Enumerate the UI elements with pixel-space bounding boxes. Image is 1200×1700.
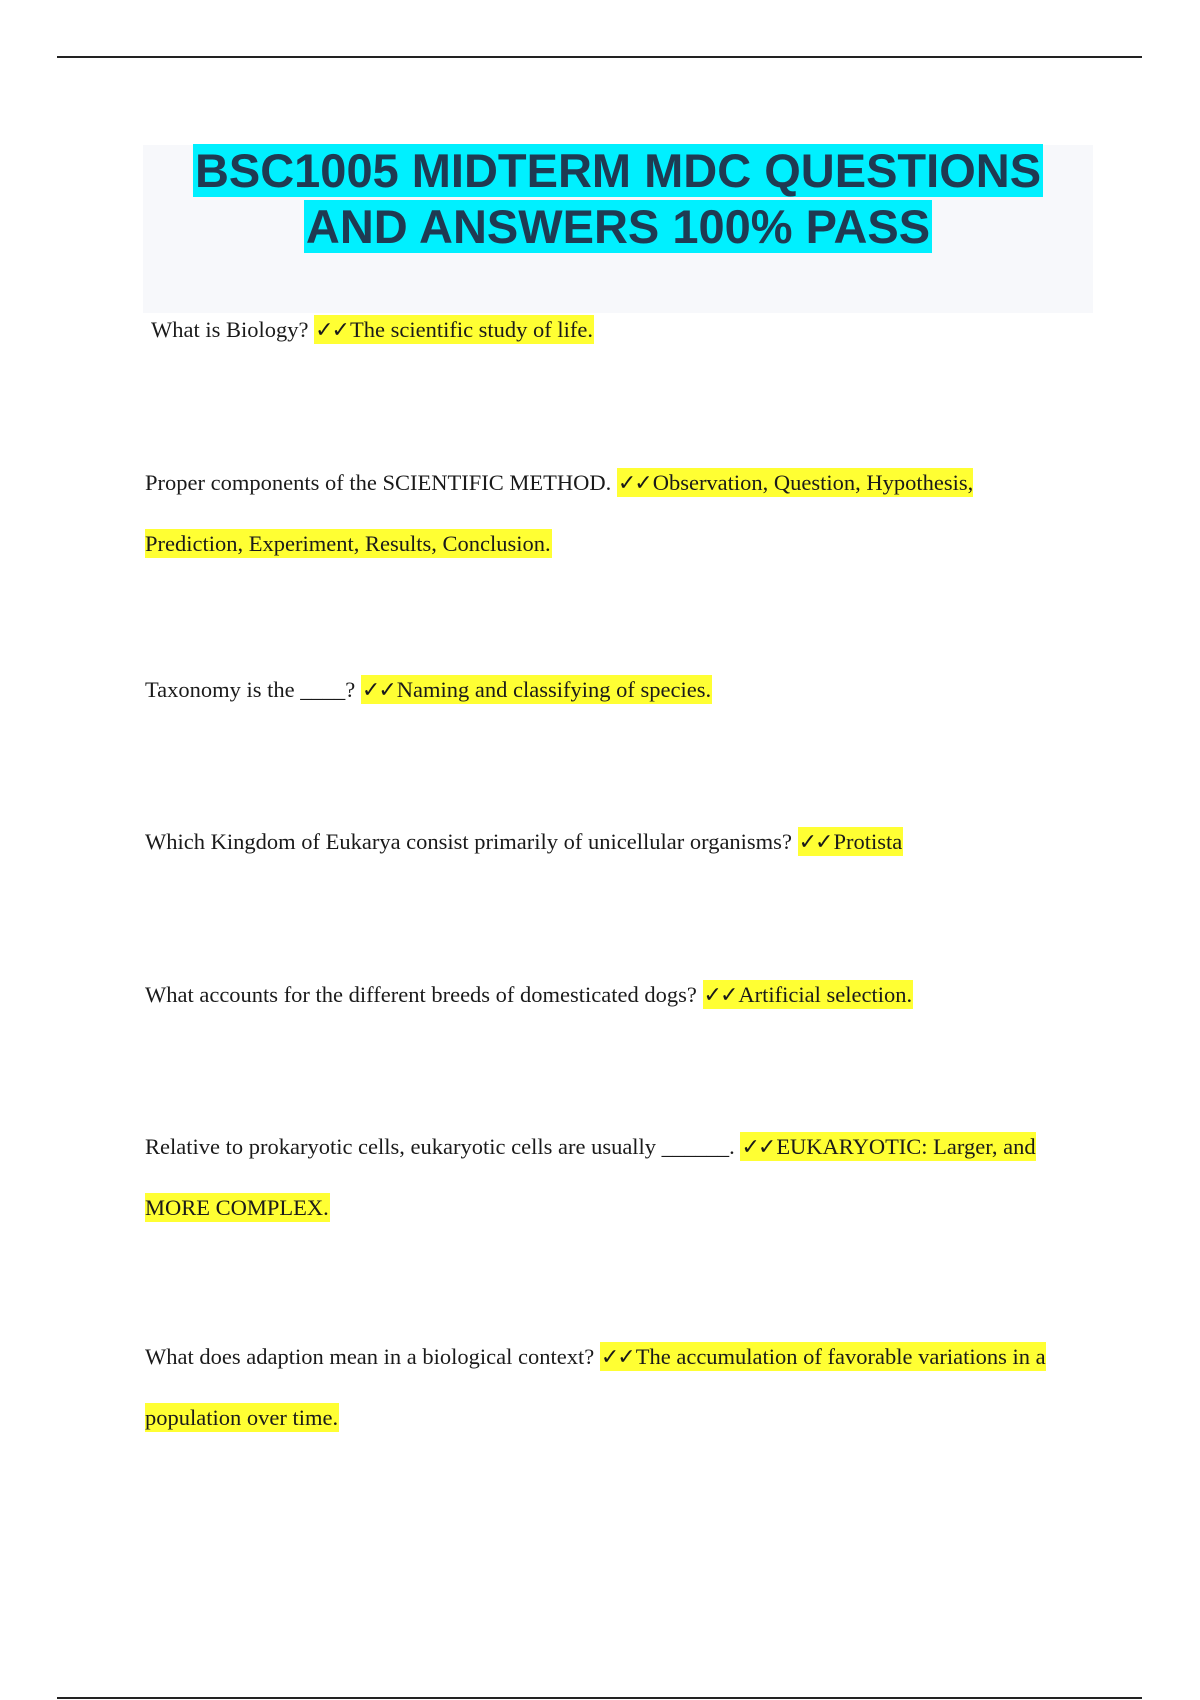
answer-value: The accumulation of favorable variations in a population over time. [145, 1344, 1046, 1430]
answer-text [703, 980, 914, 1009]
question-text: What accounts for the different breeds of domesticated dogs? [145, 982, 697, 1007]
qa-item [145, 965, 1075, 1026]
check-icon: ✓✓ [741, 1135, 775, 1160]
answer-value: The scientific study of life. [349, 317, 594, 342]
check-icon: ✓✓ [315, 318, 348, 343]
answer-value: EUKARYOTIC: Larger, and MORE COMPLEX. [145, 1134, 1036, 1220]
title-line-1: BSC1005 MIDTERM MDC QUESTIONS [194, 144, 1042, 197]
question-text: Relative to prokaryotic cells, eukaryotic cells are usually ______. [145, 1134, 735, 1159]
qa-item [145, 453, 1075, 574]
answer-value: Naming and classifying of species. [396, 677, 712, 702]
answer-text [798, 827, 904, 856]
check-icon: ✓✓ [361, 678, 395, 703]
answer-text [361, 675, 712, 704]
question-text: What is Biology? [151, 317, 309, 342]
document-title [143, 143, 1093, 255]
answer-value: Artificial selection. [738, 982, 913, 1007]
qa-item [145, 812, 1075, 873]
qa-item [151, 300, 1081, 361]
question-text: Which Kingdom of Eukarya consist primarily of unicellular organisms? [145, 829, 792, 854]
check-icon: ✓✓ [703, 983, 737, 1008]
footer-rule [57, 1697, 1142, 1699]
qa-item [145, 1327, 1075, 1448]
answer-text [314, 315, 594, 344]
check-icon: ✓✓ [600, 1345, 634, 1370]
answer-value: Protista [833, 829, 903, 854]
check-icon: ✓✓ [617, 471, 651, 496]
check-icon: ✓✓ [798, 830, 832, 855]
question-text: Taxonomy is the ____? [145, 677, 356, 702]
question-text: Proper components of the SCIENTIFIC METHOD. [145, 470, 612, 495]
qa-item [145, 1117, 1075, 1238]
title-line-2: AND ANSWERS 100% PASS [305, 200, 931, 253]
qa-item [145, 660, 1075, 721]
answer-value: Observation, Question, Hypothesis, Prediction, Experiment, Results, Conclusion. [145, 470, 974, 556]
header-rule [57, 56, 1142, 58]
question-text: What does adaption mean in a biological context? [145, 1344, 595, 1369]
